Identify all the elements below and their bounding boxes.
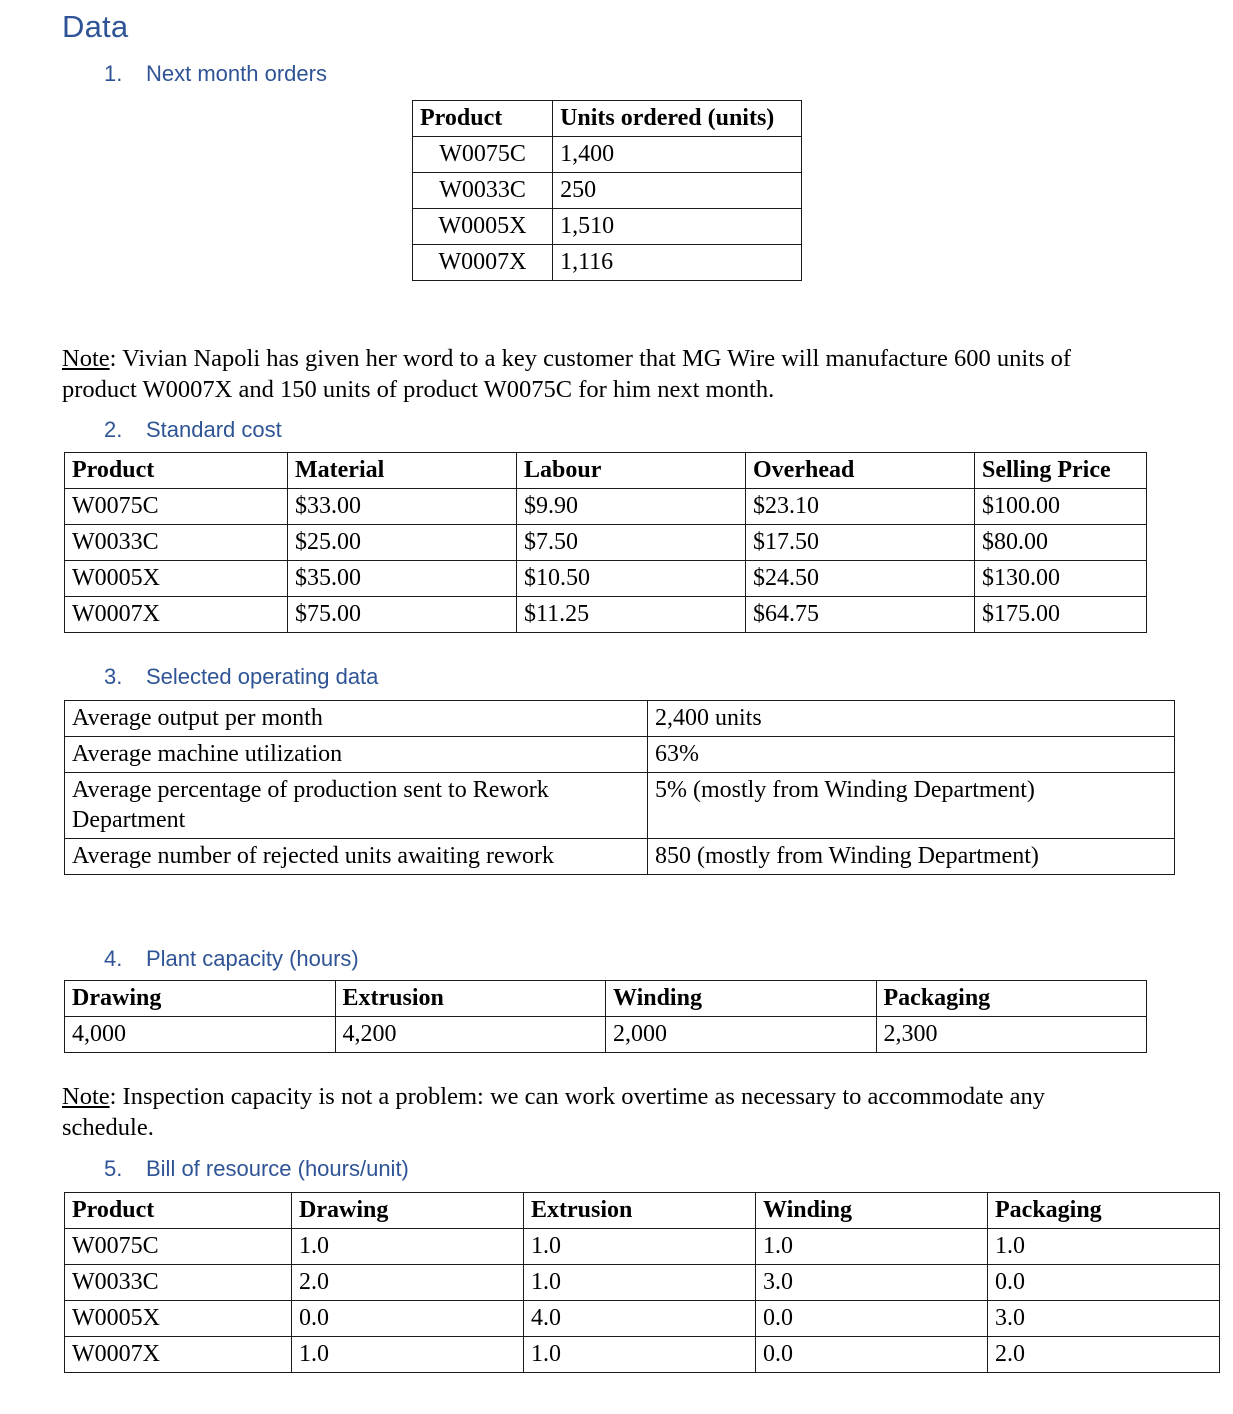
column-header-winding: Winding [606,981,877,1017]
table-row [65,561,1147,597]
table-row [65,525,1147,561]
note-inspection-capacity [62,1082,1062,1143]
column-header-product: Product [65,1193,292,1229]
standard-cost-table [64,452,1147,633]
section-label: Standard cost [146,417,282,442]
section-number: 5. [104,1156,123,1181]
note-customer-commitment [62,344,1132,405]
cell-drawing: 0.0 [292,1301,524,1337]
cell-packaging: 3.0 [988,1301,1220,1337]
cell-metric-value: 2,400 units [648,701,1175,737]
section-number: 1. [104,61,123,86]
cell-metric-value: 63% [648,737,1175,773]
note-label: Note [62,345,110,372]
cell-metric-label: Average output per month [65,701,648,737]
table-row [413,137,802,173]
cell-material: $75.00 [288,597,517,633]
note-label: Note [62,1083,110,1110]
cell-product: W0007X [65,597,288,633]
cell-product: W0075C [413,137,553,173]
cell-units: 1,116 [553,245,802,281]
table-row [65,737,1175,773]
cell-labour: $11.25 [517,597,746,633]
cell-labour: $7.50 [517,525,746,561]
table-row [65,489,1147,525]
table-row [65,1017,1147,1053]
cell-extrusion: 1.0 [524,1337,756,1373]
cell-drawing: 1.0 [292,1229,524,1265]
cell-selling-price: $80.00 [975,525,1147,561]
cell-metric-label: Average percentage of production sent to Rework Department [65,773,648,839]
cell-product: W0007X [65,1337,292,1373]
section-label: Plant capacity (hours) [146,946,359,971]
table-header-row [65,453,1147,489]
cell-product: W0005X [413,209,553,245]
cell-winding: 3.0 [756,1265,988,1301]
cell-drawing-hours: 4,000 [65,1017,336,1053]
section-label: Next month orders [146,61,327,86]
section-number: 3. [104,664,123,689]
cell-product: W0075C [65,1229,292,1265]
cell-overhead: $24.50 [746,561,975,597]
column-header-packaging: Packaging [988,1193,1220,1229]
section-label: Bill of resource (hours/unit) [146,1156,409,1181]
table-row [413,245,802,281]
table-row [65,1301,1220,1337]
column-header-extrusion: Extrusion [335,981,606,1017]
column-header-units-ordered: Units ordered (units) [553,101,802,137]
cell-metric-value: 5% (mostly from Winding Department) [648,773,1175,839]
cell-units: 1,510 [553,209,802,245]
table-header-row [65,1193,1220,1229]
cell-metric-value: 850 (mostly from Winding Department) [648,839,1175,875]
bill-of-resource-table [64,1192,1220,1373]
cell-winding-hours: 2,000 [606,1017,877,1053]
table-row [65,597,1147,633]
cell-winding: 0.0 [756,1301,988,1337]
column-header-selling-price: Selling Price [975,453,1147,489]
note-text: : Vivian Napoli has given her word to a key customer that MG Wire will manufacture 600 units of product W0007X and 150 units of product W0075C for him next month. [62,345,1072,403]
cell-product: W0007X [413,245,553,281]
table-header-row [65,981,1147,1017]
column-header-packaging: Packaging [876,981,1147,1017]
column-header-product: Product [413,101,553,137]
cell-metric-label: Average number of rejected units awaiting rework [65,839,648,875]
cell-metric-label: Average machine utilization [65,737,648,773]
cell-overhead: $64.75 [746,597,975,633]
table-row [65,701,1175,737]
column-header-winding: Winding [756,1193,988,1229]
column-header-overhead: Overhead [746,453,975,489]
cell-drawing: 1.0 [292,1337,524,1373]
cell-units: 1,400 [553,137,802,173]
cell-packaging: 0.0 [988,1265,1220,1301]
section-heading-plant-capacity [104,945,359,973]
next-month-orders-table [412,100,802,281]
cell-packaging: 2.0 [988,1337,1220,1373]
cell-extrusion: 4.0 [524,1301,756,1337]
selected-operating-data-table [64,700,1175,875]
table-row [413,173,802,209]
cell-overhead: $17.50 [746,525,975,561]
cell-material: $35.00 [288,561,517,597]
section-heading-next-month-orders [104,60,327,88]
cell-packaging-hours: 2,300 [876,1017,1147,1053]
cell-labour: $10.50 [517,561,746,597]
page-title: Data [62,9,129,44]
cell-drawing: 2.0 [292,1265,524,1301]
cell-selling-price: $130.00 [975,561,1147,597]
cell-product: W0005X [65,561,288,597]
table-row [413,209,802,245]
column-header-drawing: Drawing [65,981,336,1017]
cell-labour: $9.90 [517,489,746,525]
column-header-material: Material [288,453,517,489]
plant-capacity-table [64,980,1147,1053]
cell-selling-price: $175.00 [975,597,1147,633]
section-label: Selected operating data [146,664,379,689]
cell-winding: 0.0 [756,1337,988,1373]
cell-product: W0075C [65,489,288,525]
cell-selling-price: $100.00 [975,489,1147,525]
cell-overhead: $23.10 [746,489,975,525]
cell-units: 250 [553,173,802,209]
cell-extrusion: 1.0 [524,1229,756,1265]
section-heading-selected-operating-data [104,663,378,691]
cell-packaging: 1.0 [988,1229,1220,1265]
cell-material: $25.00 [288,525,517,561]
cell-extrusion: 1.0 [524,1265,756,1301]
cell-winding: 1.0 [756,1229,988,1265]
cell-product: W0033C [65,525,288,561]
table-row [65,839,1175,875]
column-header-extrusion: Extrusion [524,1193,756,1229]
section-heading-bill-of-resource [104,1155,409,1183]
cell-product: W0033C [413,173,553,209]
cell-material: $33.00 [288,489,517,525]
section-number: 2. [104,417,123,442]
table-row [65,1337,1220,1373]
column-header-drawing: Drawing [292,1193,524,1229]
section-number: 4. [104,946,123,971]
cell-product: W0005X [65,1301,292,1337]
table-header-row [413,101,802,137]
cell-extrusion-hours: 4,200 [335,1017,606,1053]
note-text: : Inspection capacity is not a problem: we can work overtime as necessary to accommodate any schedule. [62,1083,1046,1141]
cell-product: W0033C [65,1265,292,1301]
table-row [65,773,1175,839]
column-header-labour: Labour [517,453,746,489]
column-header-product: Product [65,453,288,489]
table-row [65,1229,1220,1265]
section-heading-standard-cost [104,416,282,444]
table-row [65,1265,1220,1301]
